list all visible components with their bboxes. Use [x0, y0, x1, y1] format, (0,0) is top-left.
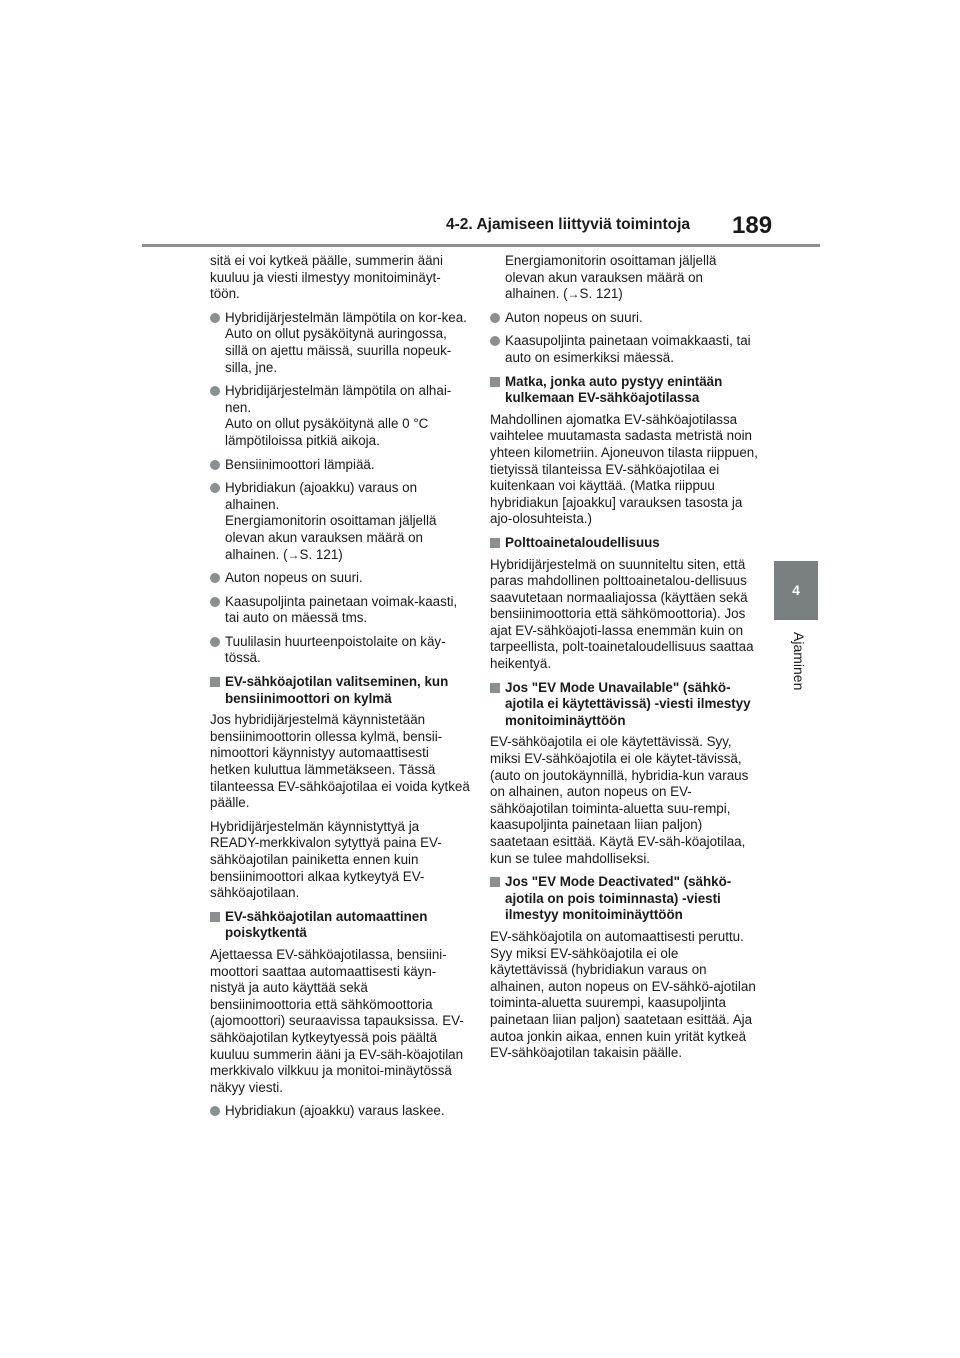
bullet-sub [225, 513, 470, 563]
bullet-main: Kaasupoljinta painetaan voimak-kaasti, tai auto on mäessä tms. [225, 593, 458, 626]
bullet-sub-text: Energiamonitorin osoittaman jäljellä olevan akun varauksen määrä on alhainen. ( [225, 513, 437, 562]
bullet-main: Hybridijärjestelmän lämpötila on kor-kea. [225, 309, 467, 325]
list-item [490, 310, 758, 327]
bullet-main: Kaasupoljinta painetaan voimakkaasti, tai auto on esimerkiksi mäessä. [505, 333, 751, 365]
bullet-main: Hybridiakun (ajoakku) varaus on alhainen. [225, 480, 418, 512]
heading-text: Matka, jonka auto pystyy enintään kulkemaan EV-sähköajotilassa [505, 373, 723, 406]
bullet-dot-icon [210, 460, 220, 470]
heading-square-icon [490, 877, 500, 887]
body-paragraph: Hybridijärjestelmän käynnistyttyä ja READY-merkkivalon sytyttyä paina EV-sähköajotilan painiketta ennen kuin bensiinimoottori alkaa kytkeytyä EV-sähköajotilaan. [210, 818, 442, 901]
bullet-main: Hybridijärjestelmän lämpötila on alhai-nen. [225, 383, 452, 415]
heading-text: Polttoainetaloudellisuus [505, 534, 660, 550]
left-column [210, 253, 470, 1127]
heading-text: EV-sähköajotilan automaattinen poiskytkentä [225, 908, 428, 941]
page-number: 189 [732, 212, 773, 239]
list-item [210, 634, 470, 667]
bullet-main: Auton nopeus on suuri. [225, 570, 363, 586]
bullet-dot-icon [210, 573, 220, 583]
body-paragraph: EV-sähköajotila on automaattisesti peruttu. Syy miksi EV-sähköajotila ei ole käytettävissä (hybridiakun varaus on alhainen, auton nopeus on EV-sähkö-ajotilan toiminta-aluetta suurempi, kaasupoljinta painetaan liian paljon) saatetaan esittää. Aja autoa jonkin aikaa, ennen kuin yrität kytkeä EV-sähköajotilan takaisin päälle. [490, 928, 756, 1061]
bullet-main: Hybridiakun (ajoakku) varaus laskee. [225, 1103, 445, 1119]
bullet-dot-icon [210, 597, 220, 607]
header-divider [142, 244, 820, 247]
section-heading [490, 535, 758, 552]
list-item [210, 1103, 470, 1120]
bullet-sub: Auto on ollut pysäköitynä alle 0 °C lämpötiloissa pitkiä aikoja. [225, 416, 429, 448]
body-paragraph: Jos hybridijärjestelmä käynnistetään bensiinimoottorin ollessa kylmä, bensii-nimoottori käynnistyy automaattisesti hetken kuluttua lämmetäkseen. Tässä tilanteessa EV-sähköajotilaa ei voida kytkeä päälle. [210, 712, 470, 811]
section-title: 4-2. Ajamiseen liittyviä toimintoja [446, 216, 691, 233]
page-reference-link[interactable]: S. 121) [579, 286, 623, 302]
bullet-dot-icon [490, 313, 500, 323]
list-item [210, 480, 470, 563]
continued-text [505, 253, 758, 303]
list-item [210, 310, 470, 376]
body-paragraph: Ajettaessa EV-sähköajotilassa, bensiini-moottori saattaa automaattisesti käyn-nistyä ja auto käyttää sekä bensiinimoottoria että sähkömoottoria (ajomoottori) seuraavissa tapauksissa. EV-sähköajotilan kytkeytyessä pois päältä kuuluu summerin ääni ja EV-säh-köajotilan merkkivalo vilkkuu ja monitoi-minäytössä näkyy viesti. [210, 946, 464, 1095]
list-item [210, 570, 470, 587]
bullet-dot-icon [210, 483, 220, 493]
list-item [210, 457, 470, 474]
section-heading [210, 674, 470, 707]
heading-text: Jos "EV Mode Deactivated" (sähkö-ajotila on pois toiminnasta) -viesti ilmestyy monitoiminäyttöön [505, 874, 732, 923]
bullet-sub: Auto on ollut pysäköitynä auringossa, sillä on ajettu mäissä, suurilla nopeuk-silla, jne. [225, 326, 452, 375]
bullet-dot-icon [210, 1106, 220, 1116]
heading-square-icon [490, 538, 500, 548]
bullet-dot-icon [210, 637, 220, 647]
chapter-tab[interactable]: 4 [774, 561, 818, 620]
intro-text: sitä ei voi kytkeä päälle, summerin ääni kuuluu ja viesti ilmestyy monitoiminäyt-töön. [210, 253, 443, 302]
continued-sub-text: Energiamonitorin osoittaman jäljellä olevan akun varauksen määrä on alhainen. ( [505, 253, 717, 302]
heading-text: Jos "EV Mode Unavailable" (sähkö-ajotila ei käytettävissä) -viesti ilmestyy monitoiminäyttöön [505, 679, 751, 728]
reference-arrow-icon: → [567, 287, 580, 302]
bullet-dot-icon [210, 313, 220, 323]
bullet-dot-icon [210, 386, 220, 396]
list-item [210, 383, 470, 449]
body-paragraph: Mahdollinen ajomatka EV-sähköajotilassa vaihtelee muutamasta sadasta metristä noin yhteen kilometriin. Ajoneuvon tilasta riippuen, tietyissä tilanteissa EV-sähköajotilaa ei kuitenkaan voi käyttää. (Matka riippuu hybridiakun [ajoakku] varauksen tasosta ja ajo-olosuhteista.) [490, 411, 758, 527]
section-heading [490, 374, 758, 407]
list-item [490, 333, 758, 366]
heading-square-icon [490, 377, 500, 387]
continued-item [490, 253, 758, 303]
reference-arrow-icon: → [287, 547, 300, 562]
bullet-main: Tuulilasin huurteenpoistolaite on käy-tössä. [225, 633, 446, 666]
page-reference-link[interactable]: S. 121) [299, 546, 343, 562]
heading-square-icon [490, 683, 500, 693]
heading-text: EV-sähköajotilan valitseminen, kun bensiinimoottori on kylmä [225, 674, 449, 706]
section-heading [490, 874, 758, 924]
bullet-dot-icon [490, 336, 500, 346]
bullet-main: Auton nopeus on suuri. [505, 309, 643, 325]
body-paragraph: Hybridijärjestelmä on suunniteltu siten, että paras mahdollinen polttoainetalou-dellisuus saavutetaan normaaliajossa (käyttäen sekä bensiinimoottoria että sähkömoottoria). Jos ajat EV-sähköajoti-lassa enemmän kuin on tarpeellista, polt-toainetaloudellisuus saattaa heikentyä. [490, 556, 754, 672]
list-item [210, 594, 470, 627]
section-heading [490, 680, 758, 730]
bullet-main: Bensiinimoottori lämpiää. [225, 456, 375, 472]
chapter-label: Ajaminen [791, 632, 807, 691]
section-heading [210, 909, 470, 942]
heading-square-icon [210, 677, 220, 687]
heading-square-icon [210, 912, 220, 922]
body-paragraph: EV-sähköajotila ei ole käytettävissä. Syy, miksi EV-sähköajotila ei ole käytet-tävissä, (auto on joutokäynnillä, hybridia-kun varaus on alhainen, auton nopeus on EV-sähköajotilan toiminta-aluetta suu-rempi, kaasupoljinta painetaan liian paljon) saatetaan esittää. Käytä EV-säh-köajotilaa, kun se tulee mahdolliseksi. [490, 734, 749, 866]
right-column [490, 253, 758, 1069]
